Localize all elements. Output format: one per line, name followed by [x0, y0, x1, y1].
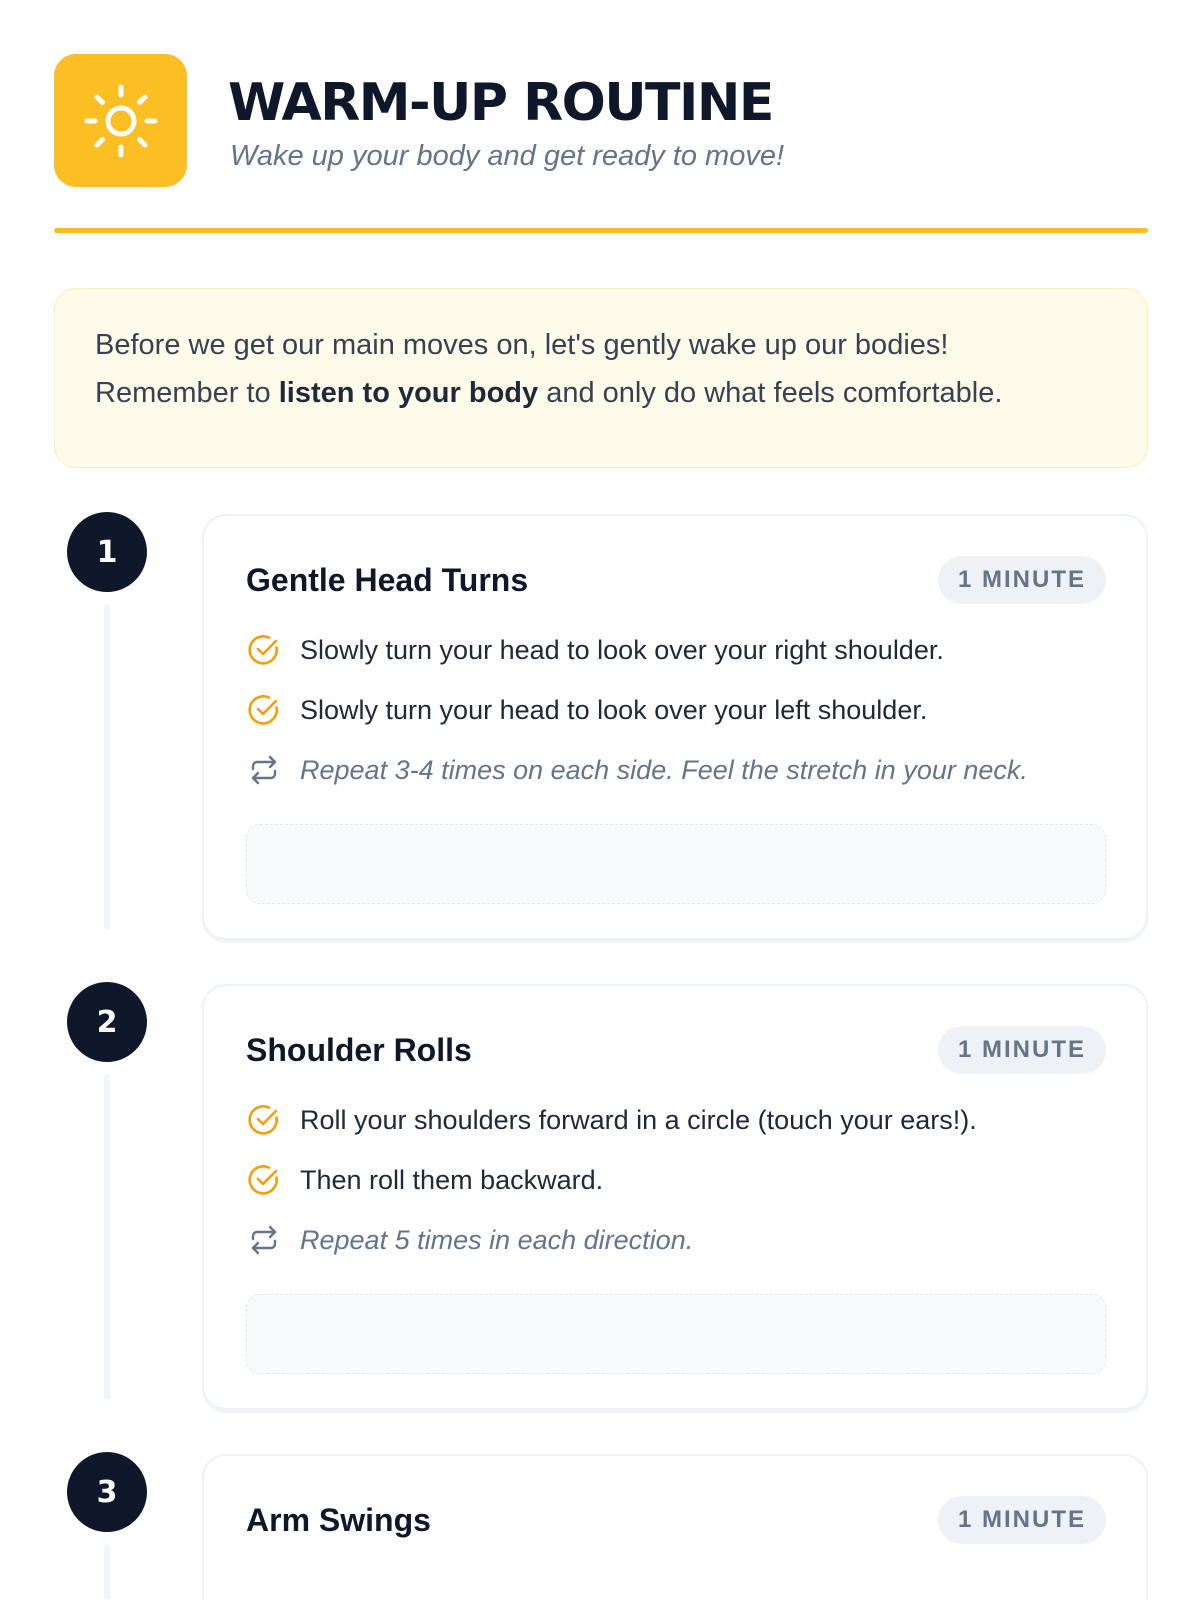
instruction-item	[246, 680, 1106, 740]
repeat-note-text: Repeat 5 times in each direction.	[300, 1224, 694, 1255]
step-number-badge: 3	[67, 1452, 147, 1532]
step-title: Shoulder Rolls	[246, 1032, 472, 1068]
step-card-head-turns	[202, 514, 1148, 940]
step-title: Gentle Head Turns	[246, 562, 529, 598]
page-title: WARM-UP ROUTINE	[228, 73, 773, 133]
intro-line-2-prefix: Remember to	[95, 377, 279, 409]
repeat-note-text: Repeat 3-4 times on each side. Feel the stretch in your neck.	[300, 754, 1028, 785]
instruction-text: Roll your shoulders forward in a circle (touch your ears!).	[300, 1104, 977, 1135]
step-card-arm-swings	[202, 1454, 1148, 1600]
page-header	[54, 54, 1148, 190]
page-subtitle: Wake up your body and get ready to move!	[230, 140, 785, 172]
instruction-text: Slowly turn your head to look over your left shoulder.	[300, 694, 928, 725]
intro-line-2	[95, 369, 1107, 417]
duration-badge: 1 MINUTE	[938, 556, 1106, 604]
repeat-note	[246, 1210, 1106, 1270]
duration-badge: 1 MINUTE	[938, 1496, 1106, 1544]
step-title: Arm Swings	[246, 1502, 431, 1538]
timeline-connector	[104, 1074, 110, 1400]
check-circle-icon	[246, 1102, 282, 1138]
step-number-badge: 1	[67, 512, 147, 592]
intro-callout	[54, 288, 1148, 468]
instruction-text: Slowly turn your head to look over your right shoulder.	[300, 634, 944, 665]
intro-line-1: Before we get our main moves on, let's gently wake up our bodies!	[95, 329, 949, 361]
step-number-badge: 2	[67, 982, 147, 1062]
sun-icon	[54, 54, 187, 187]
repeat-icon	[246, 1222, 282, 1258]
check-circle-icon	[246, 632, 282, 668]
step-instructions	[246, 620, 1106, 800]
media-placeholder	[246, 824, 1106, 904]
repeat-icon	[246, 752, 282, 788]
instruction-item	[246, 1090, 1106, 1150]
repeat-note	[246, 740, 1106, 800]
instruction-item	[246, 1150, 1106, 1210]
instruction-text: Then roll them backward.	[300, 1164, 604, 1195]
timeline-connector	[104, 1544, 110, 1600]
check-circle-icon	[246, 692, 282, 728]
step-card-shoulder-rolls	[202, 984, 1148, 1410]
step-instructions	[246, 1090, 1106, 1270]
duration-badge: 1 MINUTE	[938, 1026, 1106, 1074]
timeline-connector	[104, 604, 110, 930]
check-circle-icon	[246, 1162, 282, 1198]
media-placeholder	[246, 1294, 1106, 1374]
header-divider	[54, 228, 1148, 233]
intro-line-2-suffix: and only do what feels comfortable.	[538, 377, 1003, 409]
instruction-item	[246, 620, 1106, 680]
intro-emphasis: listen to your body	[278, 377, 539, 409]
